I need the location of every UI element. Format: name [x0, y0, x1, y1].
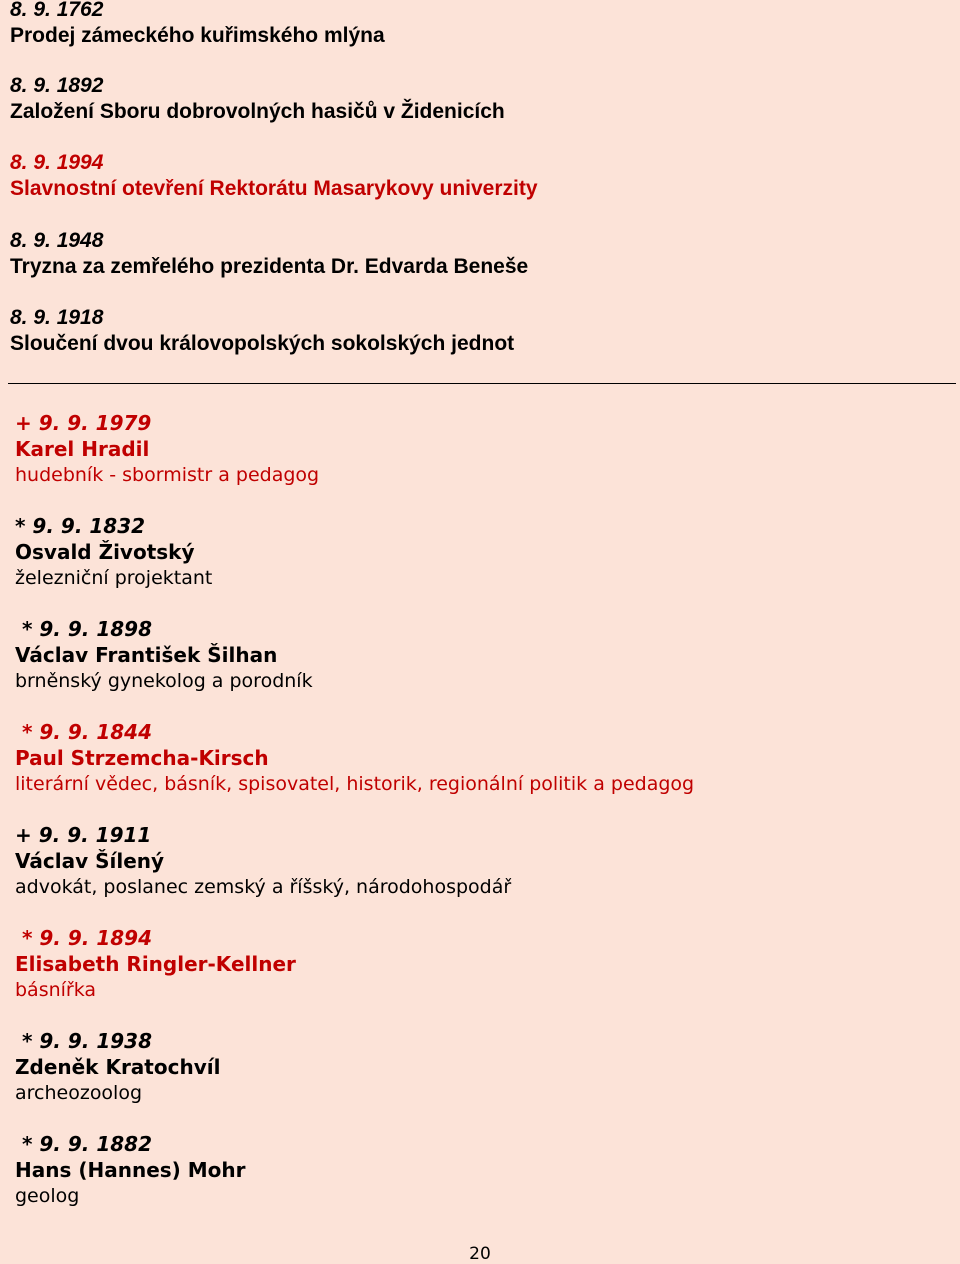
- person-date: * 9. 9. 1894: [15, 926, 153, 950]
- event-date: 8. 9. 1994: [10, 151, 104, 174]
- person-date: * 9. 9. 1832: [15, 514, 146, 538]
- person-description: brněnský gynekolog a porodník: [15, 670, 313, 692]
- person-item: [15, 616, 313, 694]
- person-description: geolog: [15, 1185, 80, 1207]
- person-name: Paul Strzemcha-Kirsch: [15, 746, 269, 770]
- event-title: Slavnostní otevření Rektorátu Masarykovy univerzity: [10, 177, 538, 200]
- event-item: [10, 228, 528, 280]
- section-divider: [8, 383, 956, 384]
- person-name: Karel Hradil: [15, 437, 150, 461]
- person-date: * 9. 9. 1898: [15, 617, 153, 641]
- person-item: [15, 719, 694, 797]
- person-description: železniční projektant: [15, 567, 213, 589]
- event-date: 8. 9. 1948: [10, 229, 104, 252]
- person-description: archeozoolog: [15, 1082, 143, 1104]
- person-item: [15, 925, 296, 1003]
- person-item: [15, 1028, 220, 1106]
- person-date: + 9. 9. 1911: [15, 823, 152, 847]
- person-date: + 9. 9. 1979: [15, 411, 152, 435]
- event-item: [10, 73, 505, 125]
- person-date: * 9. 9. 1938: [15, 1029, 153, 1053]
- event-title: Prodej zámeckého kuřimského mlýna: [10, 24, 385, 47]
- person-description: hudebník - sbormistr a pedagog: [15, 464, 320, 486]
- event-title: Založení Sboru dobrovolných hasičů v Židenicích: [10, 100, 505, 123]
- event-date: 8. 9. 1762: [10, 0, 104, 21]
- event-title: Sloučení dvou královopolských sokolských jednot: [10, 332, 515, 355]
- person-item: [15, 822, 511, 900]
- person-name: Hans (Hannes) Mohr: [15, 1158, 246, 1182]
- person-description: advokát, poslanec zemský a říšský, národohospodář: [15, 876, 512, 898]
- event-item: [10, 0, 385, 49]
- person-description: básnířka: [15, 979, 97, 1001]
- person-date: * 9. 9. 1882: [15, 1132, 153, 1156]
- person-date: * 9. 9. 1844: [15, 720, 153, 744]
- person-name: Osvald Životský: [15, 540, 195, 564]
- event-item: [10, 305, 514, 357]
- person-name: Václav František Šilhan: [15, 643, 278, 667]
- person-item: [15, 1131, 246, 1209]
- person-description: literární vědec, básník, spisovatel, historik, regionální politik a pedagog: [15, 773, 695, 795]
- event-title: Tryzna za zemřelého prezidenta Dr. Edvarda Beneše: [10, 255, 529, 278]
- person-name: Zdeněk Kratochvíl: [15, 1055, 221, 1079]
- event-date: 8. 9. 1892: [10, 74, 104, 97]
- person-item: [15, 513, 212, 591]
- person-item: [15, 410, 319, 488]
- page-number: 20: [469, 1244, 491, 1264]
- person-name: Elisabeth Ringler-Kellner: [15, 952, 296, 976]
- event-item: [10, 150, 538, 202]
- event-date: 8. 9. 1918: [10, 306, 104, 329]
- person-name: Václav Šílený: [15, 849, 165, 873]
